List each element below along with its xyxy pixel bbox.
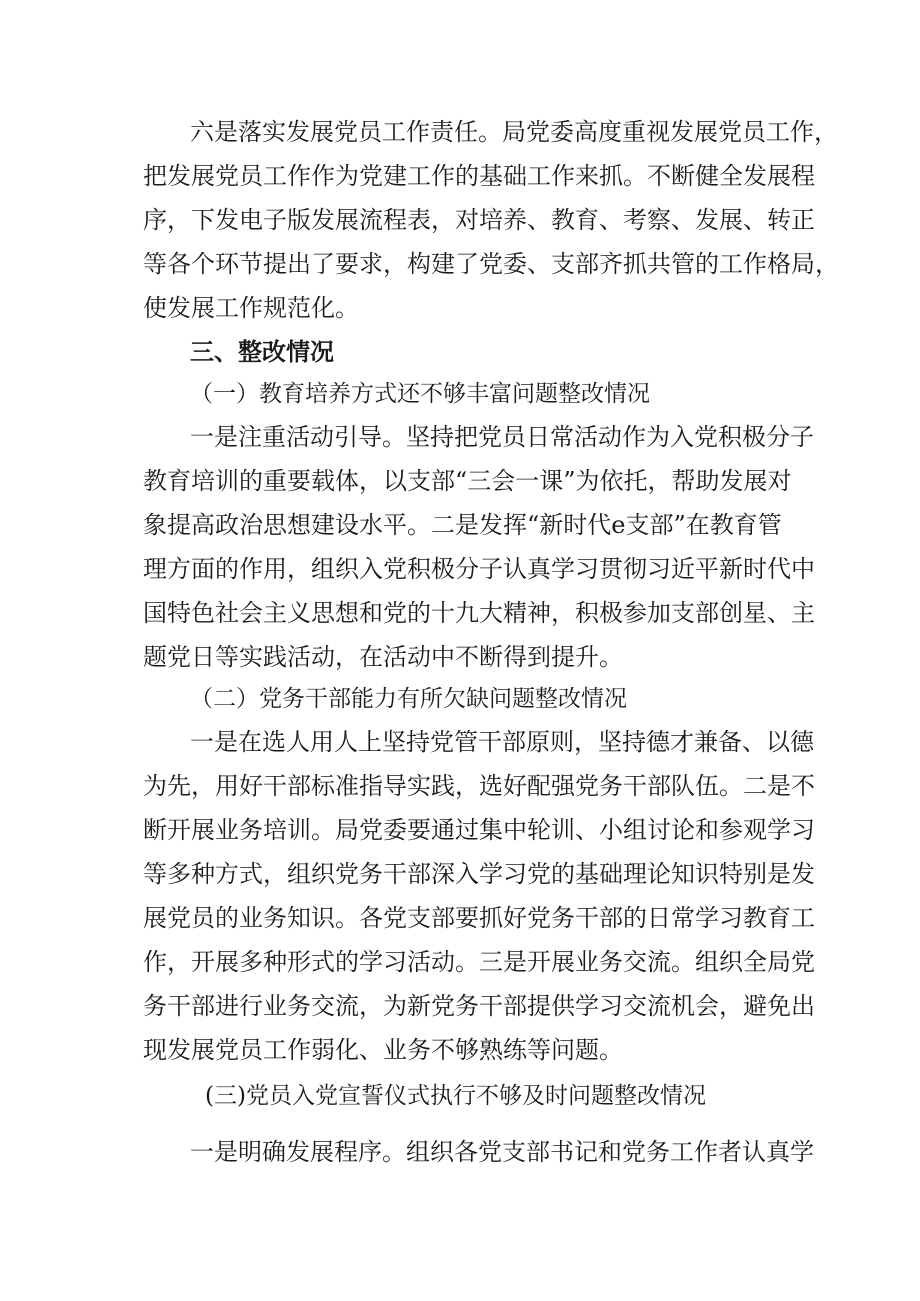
sub-2-line-6: 作，开展多种形式的学习活动。三是开展业务交流。组织全局党 bbox=[143, 948, 815, 976]
sub-2-title: （二）党务干部能力有所欠缺问题整改情况 bbox=[190, 686, 627, 712]
sub-2-line-2: 为先，用好干部标准指导实践，选好配强党务干部队伍。二是不 bbox=[143, 772, 815, 800]
para-6-line-4: 等各个环节提出了要求，构建了党委、支部齐抓共管的工作格局， bbox=[143, 250, 839, 278]
sub-1-line-3: 象提高政治思想建设水平。二是发挥“新时代e支部”在教育管 bbox=[143, 511, 782, 539]
sub-1-line-1: 一是注重活动引导。坚持把党员日常活动作为入党积极分子 bbox=[190, 423, 814, 451]
sub-1-title: （一）教育培养方式还不够丰富问题整改情况 bbox=[190, 381, 650, 407]
sub-2-line-4: 等多种方式，组织党务干部深入学习党的基础理论知识特别是发 bbox=[143, 860, 815, 888]
sub-3-title: (三)党员入党宣誓仪式执行不够及时问题整改情况 bbox=[205, 1083, 706, 1109]
sub-1-line-4: 理方面的作用，组织入党积极分子认真学习贯彻习近平新时代中 bbox=[143, 555, 815, 583]
sub-2-line-8: 现发展党员工作弱化、业务不够熟练等问题。 bbox=[143, 1036, 623, 1064]
para-6-line-2: 把发展党员工作作为党建工作的基础工作来抓。不断健全发展程 bbox=[143, 162, 815, 190]
para-6-line-3: 序，下发电子版发展流程表，对培养、教育、考察、发展、转正 bbox=[143, 206, 815, 234]
sub-1-line-2: 教育培训的重要载体，以支部“三会一课”为依托，帮助发展对 bbox=[143, 467, 792, 495]
section-3-title: 三、整改情况 bbox=[190, 338, 334, 366]
para-6-line-1: 六是落实发展党员工作责任。局党委高度重视发展党员工作， bbox=[190, 118, 838, 146]
sub-2-line-3: 断开展业务培训。局党委要通过集中轮训、小组讨论和参观学习 bbox=[143, 816, 815, 844]
sub-2-line-5: 展党员的业务知识。各党支部要抓好党务干部的日常学习教育工 bbox=[143, 904, 815, 932]
sub-2-line-7: 务干部进行业务交流，为新党务干部提供学习交流机会，避免出 bbox=[143, 992, 815, 1020]
sub-1-line-6: 题党日等实践活动，在活动中不断得到提升。 bbox=[143, 643, 623, 671]
sub-2-line-1: 一是在选人用人上坚持党管干部原则，坚持德才兼备、以德 bbox=[190, 728, 814, 756]
sub-1-line-5: 国特色社会主义思想和党的十九大精神，积极参加支部创星、主 bbox=[143, 599, 815, 627]
sub-3-line-1: 一是明确发展程序。组织各党支部书记和党务工作者认真学 bbox=[190, 1138, 814, 1166]
para-6-line-5: 使发展工作规范化。 bbox=[143, 294, 359, 322]
